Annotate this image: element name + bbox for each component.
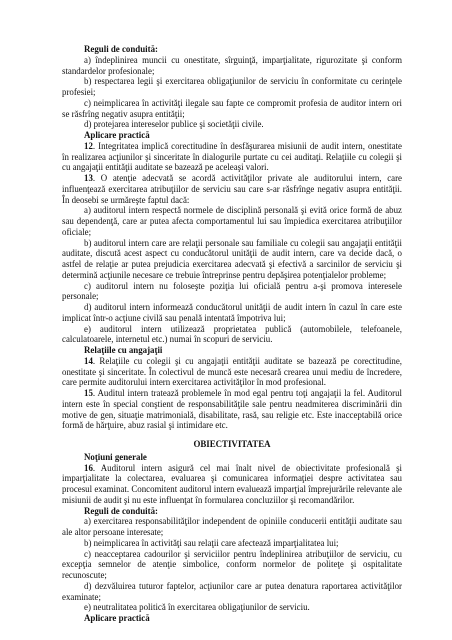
rule-item: d) dezvăluirea tuturor faptelor, acţiunilor care ar putea denatura raportarea activităţilor examinate; xyxy=(62,580,402,602)
list-item: c) auditorul intern nu foloseşte poziţia lui oficială pentru a-şi promova interesele personale; xyxy=(62,280,402,302)
paragraph-text: . Auditorul intern asigură cel mai înalt nivel de obiectivitate profesională şi imparţialitate la colectarea, evaluarea şi comunicarea informaţiei despre activitatea sau procesul examinat. Concomitent auditorul intern evaluează imparţial împrejurările relevante ale misiunii de audit şi nu este influenţat în formularea concluziilor şi recomandărilor. xyxy=(62,462,402,505)
list-item: d) auditorul intern informează conducătorul unităţii de audit intern în cazul în care este implicat într-o acţiune civilă sau penală intentată împotriva lui; xyxy=(62,302,402,323)
paragraph-text: . Integritatea implică corectitudine în desfăşurarea misiunii de audit intern, onestitate în realizarea acţiunilor şi sinceritate în dialogurile purtate cu cei auditaţi. Relaţiile cu colegii şi cu angajaţii entităţii auditate se bazează pe aceleaşi valori. xyxy=(62,140,402,173)
rule-item: e) neutralitatea politică în exercitarea obligaţiunilor de serviciu. xyxy=(84,602,310,613)
paragraph-13 xyxy=(62,173,402,205)
paragraph-text: . Relaţiile cu colegii şi cu angajaţii entităţii auditate se bazează pe corectitudine, onestitate şi sinceritate. În colectivul de muncă este necesară crearea unui mediu de încredere, care permite auditorului intern exercitarea activităţilor în mod profesional. xyxy=(62,355,402,388)
rule-item: c) neimplicarea în activităţi ilegale sau fapte ce compromit profesia de auditor intern ori se răsfrîng negativ asupra entităţii; xyxy=(62,97,402,119)
paragraph-text: . O atenţie adecvată se acordă activităţilor private ale auditorului intern, care influenţează exercitarea atribuţiilor de serviciu sau care s-ar răsfrînge negativ asupra entităţii. În deosebi se urmăreşte faptul dacă: xyxy=(62,173,402,205)
practice-heading-1: Aplicare practică xyxy=(84,130,150,140)
paragraph-12 xyxy=(62,141,402,173)
paragraph-number: 12 xyxy=(84,140,93,151)
paragraph-14 xyxy=(62,356,402,388)
rule-item: d) protejarea intereselor publice şi societăţii civile. xyxy=(84,119,264,130)
relations-heading: Relaţiile cu angajaţii xyxy=(84,345,163,355)
list-item: b) auditorul intern care are relaţii personale sau familiale cu colegii sau angajaţii entităţii auditate, discută acest aspect cu conducătorul unităţii de audit intern, care va decide dacă, o astfel de relaţie ar putea prejudicia exercitarea adecvată şi efectivă a sarcinilor de serviciu şi determină acţiunile necesare ce trebuie întreprinse pentru depăşirea potenţialelor probleme; xyxy=(62,237,402,280)
rules-heading-2: Reguli de conduită: xyxy=(84,505,158,516)
list-item: a) auditorul intern respectă normele de disciplină personală şi evită orice formă de abuz sau dependenţă, care ar putea afecta comportamentul lui sau împiedica exercitarea atribuţiilor oficiale; xyxy=(62,205,402,237)
general-heading: Noţiuni generale xyxy=(84,451,147,462)
paragraph-number: 16 xyxy=(84,462,93,473)
rule-item: a) exercitarea responsabilităţilor independent de opiniile conducerii entităţii auditate sau ale altor persoane interesate; xyxy=(62,516,402,537)
rule-item: a) îndeplinirea muncii cu onestitate, sîrguinţă, imparţialitate, rigurozitate şi conform standardelor profesionale; xyxy=(62,54,402,76)
paragraph-number: 15 xyxy=(84,388,93,398)
paragraph-15 xyxy=(62,388,402,431)
rule-item: b) neimplicarea în activităţi sau relaţii care afectează imparţialitatea lui; xyxy=(84,537,339,548)
paragraph-number: 14 xyxy=(84,355,93,366)
rule-item: b) respectarea legii şi exercitarea obligaţiunilor de serviciu în conformitate cu cerinţele profesiei; xyxy=(62,76,402,97)
section-title: OBIECTIVITATEA xyxy=(193,439,271,449)
paragraph-number: 13 xyxy=(84,173,93,183)
rule-item: c) neacceptarea cadourilor şi serviciilor pentru îndeplinirea atribuţiilor de serviciu, cu excepţia semnelor de atenţie simbolice, conform normelor de politeţe şi ospitalitate recunoscute; xyxy=(62,548,402,580)
paragraph-16 xyxy=(62,463,402,506)
practice-heading-2: Aplicare practică xyxy=(84,613,150,623)
rules-heading-1: Reguli de conduită: xyxy=(84,44,158,54)
paragraph-text: . Auditul intern tratează problemele în mod egal pentru toţi angajaţii la fel. Auditorul intern este în special conştient de responsabilităţile sale pentru neadmiterea discriminării din motive de gen, situaţie matrimonială, disabilitate, rasă, sau religie etc. Este inacceptabilă orice formă de hărţuire, abuz rasial şi intimidare etc. xyxy=(62,388,402,431)
list-item: e) auditorul intern utilizează proprietatea publică (automobilele, telefoanele, calculatoarele, internetul etc.) numai în scopuri de serviciu. xyxy=(62,323,402,345)
